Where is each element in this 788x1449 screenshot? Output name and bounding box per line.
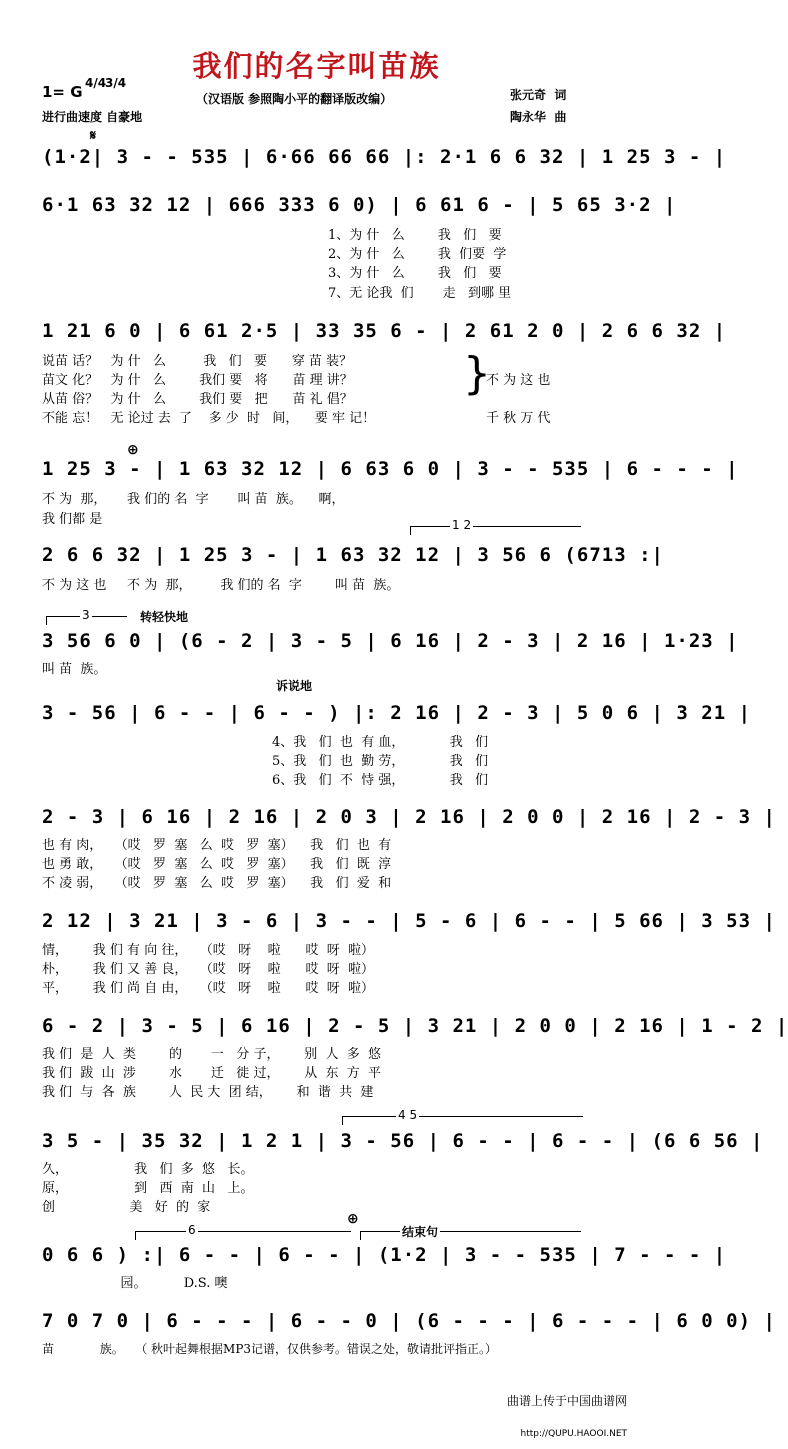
lyric-line: 朴， 我 们 又 善 良， （哎 呀 啦 哎 呀 啦） [42,962,374,977]
lyric-line: 苗文 化？ 为 什 么 我们 要 将 苗 理 讲？ [42,373,353,388]
lyric-line: 也 勇 敢， （哎 罗 塞 么 哎 罗 塞） 我 们 既 淳 [42,857,392,872]
side-lyric: 千 秋 万 代 [486,411,551,426]
notation-line-11: 3 5 - | 35 32 | 1 2 1 | 3 - 56 | 6 - - | 6 - - | (6 6 56 | [42,1130,764,1152]
lyric-line: 不 为 那， 我 们的 名 字 叫 苗 族。 啊， [42,492,345,507]
notation-line-6: 3 56 6 0 | (6 - 2 | 3 - 5 | 6 16 | 2 - 3 | 2 16 | 1·23 | [42,630,739,652]
lyric-line: 情， 我 们 有 向 往， （哎 呀 啦 哎 呀 啦） [42,943,374,958]
lyric-verse-7: 7、无 论我 们 走 到哪 里 [328,286,512,301]
lyric-line: 苗 族。 （ 秋叶起舞根据MP3记谱，仅供参考。错误之处，敬请批评指正。） [42,1342,498,1356]
lyric-verse-3: 3、为 什 么 我 们 要 [328,266,502,281]
lyric-line: 久， 我 们 多 悠 长。 [42,1162,254,1177]
notation-line-8: 2 - 3 | 6 16 | 2 16 | 2 0 3 | 2 16 | 2 0 0 | 2 16 | 2 - 3 | [42,806,776,828]
song-title: 我们的名字叫苗族 [192,49,441,83]
time-sig-3-4: 3/4 [105,76,127,90]
lyricist: 张元奇 词 [510,88,567,102]
subtitle: （汉语版 参照陶小平的翻译版改编） [196,92,393,106]
volta-bracket [135,1231,351,1240]
notation-line-1: (1·2| 3 - - 535 | 6·66 66 66 |: 2·1 6 6 32 | 1 25 3 - | [42,146,727,168]
notation-line-4: 1 25 3 - | 1 63 32 12 | 6 63 6 0 | 3 - - 535 | 6 - - - | [42,458,739,480]
lyric-line: 也 有 肉， （哎 罗 塞 么 哎 罗 塞） 我 们 也 有 [42,838,392,853]
site-credit-line2: http://QUPU.HAOOI.NET [520,1429,627,1439]
lyric-line: 叫 苗 族。 [42,662,107,677]
lyric-line: 我 们 跋 山 涉 水 迁 徙 过， 从 东 方 平 [42,1066,382,1081]
volta-label: 1 2 [452,518,472,532]
lyric-verse-1: 1、为 什 么 我 们 要 [328,228,502,243]
lyric-line: 原， 到 西 南 山 上。 [42,1181,254,1196]
composer: 陶永华 曲 [510,110,567,124]
time-signature-2 [105,78,126,89]
lyric-line: 我 们 与 各 族 人 民 大 团 结， 和 谐 共 建 [42,1085,374,1100]
time-sig-4-4: 4/4 [85,76,107,90]
notation-line-12: 0 6 6 ) :| 6 - - | 6 - - | (1·2 | 3 - - 535 | 7 - - - | [42,1244,727,1266]
notation-line-13: 7 0 7 0 | 6 - - - | 6 - - 0 | (6 - - - | 6 - - - | 6 0 0) | [42,1310,776,1332]
coda-icon: ⊕ [127,442,139,458]
lyric-verse-2: 2、为 什 么 我 们要 学 [328,247,507,262]
key-signature: 1= G [42,83,83,101]
time-signature-1 [85,78,106,89]
ending-label: 结束句 [402,1225,439,1239]
lyric-line: 从苗 俗？ 为 什 么 我们 要 把 苗 礼 倡？ [42,392,353,407]
lyric-line: 说苗 话？ 为 什 么 我 们 要 穿 苗 装？ [42,354,353,369]
lyric-line: 平， 我 们 尚 自 由， （哎 呀 啦 哎 呀 啦） [42,981,374,996]
lyric-line: 不 凌 弱， （哎 罗 塞 么 哎 罗 塞） 我 们 爱 和 [42,876,392,891]
lyric-line: 不能 忘！ 无 论过 去 了 多 少 时 间， 要 牢 记！ [42,411,376,426]
lyric-verse-4: 4、我 们 也 有 血， 我 们 [272,735,489,750]
lyric-line: 园。 D.S. 噢 [42,1276,228,1291]
coda-icon: ⊕ [347,1211,359,1227]
lyric-line: 我 们 是 人 类 的 一 分 子， 别 人 多 悠 [42,1047,382,1062]
notation-line-5: 2 6 6 32 | 1 25 3 - | 1 63 32 12 | 3 56 6 (6713 :| [42,544,664,566]
lyric-line: 创 美 好 的 家 [42,1200,211,1215]
notation-line-10: 6 - 2 | 3 - 5 | 6 16 | 2 - 5 | 3 21 | 2 0 0 | 2 16 | 1 - 2 | [42,1015,788,1037]
lyric-verse-5: 5、我 们 也 勤 劳， 我 们 [272,754,489,769]
volta-label: 6 [188,1223,196,1237]
side-lyric: 不 为 这 也 [486,373,551,388]
segno-icon: 𝄋 [90,128,97,144]
lyric-line: 不 为 这 也 不 为 那， 我 们的 名 字 叫 苗 族。 [42,578,400,593]
volta-label: 4 5 [398,1108,418,1122]
ending-bracket [360,1231,581,1240]
volta-label: 3 [82,608,90,622]
tempo-change: 诉说地 [276,679,313,693]
notation-line-9: 2 12 | 3 21 | 3 - 6 | 3 - - | 5 - 6 | 6 - - | 5 66 | 3 53 | [42,910,776,932]
notation-line-2: 6·1 63 32 12 | 666 333 6 0) | 6 61 6 - | 5 65 3·2 | [42,194,677,216]
notation-line-7: 3 - 56 | 6 - - | 6 - - ) |: 2 16 | 2 - 3 | 5 0 6 | 3 21 | [42,702,752,724]
brace-icon: } [463,348,491,399]
tempo-marking: 进行曲速度 自豪地 [42,110,143,124]
notation-line-3: 1 21 6 0 | 6 61 2·5 | 33 35 6 - | 2 61 2 0 | 2 6 6 32 | [42,320,727,342]
site-credit-line1: 曲谱上传于中国曲谱网 [506,1394,627,1408]
site-credit [507,1372,627,1449]
volta-bracket [410,526,581,535]
volta-bracket [342,1116,583,1125]
lyric-verse-6: 6、我 们 不 恃 强， 我 们 [272,773,489,788]
lyric-line: 我 们都 是 [42,512,103,527]
tempo-change: 转轻快地 [140,610,189,624]
